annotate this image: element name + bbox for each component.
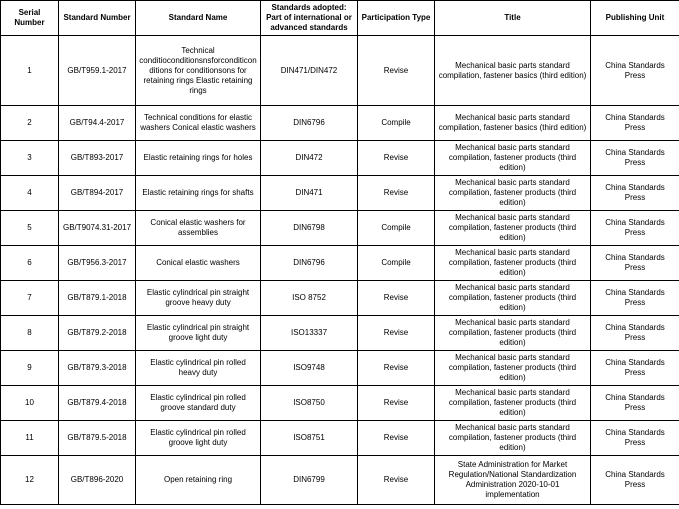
cell-serial-number: 7: [1, 281, 59, 316]
cell-standards-adopted: DIN471/DIN472: [261, 36, 358, 106]
cell-participation-type: Revise: [358, 141, 435, 176]
cell-standard-name: Technical conditions for elastic washers Conical elastic washers: [136, 106, 261, 141]
table-row: [1, 176, 679, 211]
cell-standards-adopted: ISO8750: [261, 386, 358, 421]
cell-serial-number: 2: [1, 106, 59, 141]
cell-standard-number: GB/T879.3-2018: [59, 351, 136, 386]
cell-title: Mechanical basic parts standard compilation, fastener products (third edition): [435, 211, 591, 246]
cell-participation-type: Revise: [358, 316, 435, 351]
cell-title: Mechanical basic parts standard compilation, fastener products (third edition): [435, 316, 591, 351]
cell-standard-number: GB/T879.5-2018: [59, 421, 136, 456]
cell-standard-number: GB/T879.2-2018: [59, 316, 136, 351]
column-header-participation-type: Participation Type: [358, 1, 435, 36]
cell-standard-number: GB/T893-2017: [59, 141, 136, 176]
cell-standards-adopted: DIN472: [261, 141, 358, 176]
cell-serial-number: 10: [1, 386, 59, 421]
cell-title: Mechanical basic parts standard compilation, fastener products (third edition): [435, 351, 591, 386]
column-header-standard-number: Standard Number: [59, 1, 136, 36]
cell-standard-number: GB/T894-2017: [59, 176, 136, 211]
cell-title: Mechanical basic parts standard compilation, fastener basics (third edition): [435, 36, 591, 106]
cell-serial-number: 6: [1, 246, 59, 281]
cell-standard-number: GB/T959.1-2017: [59, 36, 136, 106]
cell-standards-adopted: DIN6798: [261, 211, 358, 246]
table-header-row: [1, 1, 679, 36]
table-row: [1, 316, 679, 351]
cell-participation-type: Revise: [358, 456, 435, 505]
cell-standards-adopted: ISO8751: [261, 421, 358, 456]
table-row: [1, 351, 679, 386]
table-row: [1, 211, 679, 246]
table-row: [1, 421, 679, 456]
cell-serial-number: 5: [1, 211, 59, 246]
cell-title: Mechanical basic parts standard compilation, fastener products (third edition): [435, 176, 591, 211]
cell-standard-name: Elastic cylindrical pin straight groove heavy duty: [136, 281, 261, 316]
cell-serial-number: 1: [1, 36, 59, 106]
cell-title: State Administration for Market Regulation/National Standardization Administration 2020-10-01 implementation: [435, 456, 591, 505]
table-row: [1, 386, 679, 421]
cell-participation-type: Revise: [358, 36, 435, 106]
table-row: [1, 106, 679, 141]
cell-serial-number: 12: [1, 456, 59, 505]
cell-standards-adopted: ISO 8752: [261, 281, 358, 316]
table-row: [1, 246, 679, 281]
cell-participation-type: Revise: [358, 281, 435, 316]
cell-standard-name: Elastic retaining rings for shafts: [136, 176, 261, 211]
table-row: [1, 141, 679, 176]
cell-serial-number: 9: [1, 351, 59, 386]
cell-standard-number: GB/T956.3-2017: [59, 246, 136, 281]
cell-publishing-unit: China Standards Press: [591, 281, 679, 316]
cell-title: Mechanical basic parts standard compilation, fastener products (third edition): [435, 141, 591, 176]
cell-participation-type: Compile: [358, 246, 435, 281]
cell-publishing-unit: China Standards Press: [591, 316, 679, 351]
cell-standard-name: Elastic cylindrical pin straight groove light duty: [136, 316, 261, 351]
column-header-serial-number: Serial Number: [1, 1, 59, 36]
cell-title: Mechanical basic parts standard compilation, fastener products (third edition): [435, 421, 591, 456]
cell-standard-number: GB/T879.4-2018: [59, 386, 136, 421]
cell-standards-adopted: DIN6799: [261, 456, 358, 505]
cell-publishing-unit: China Standards Press: [591, 176, 679, 211]
cell-participation-type: Compile: [358, 211, 435, 246]
cell-standards-adopted: DIN6796: [261, 246, 358, 281]
cell-standard-name: Elastic retaining rings for holes: [136, 141, 261, 176]
cell-standard-name: Elastic cylindrical pin rolled heavy duty: [136, 351, 261, 386]
column-header-standards-adopted: Standards adopted: Part of international or advanced standards: [261, 1, 358, 36]
cell-title: Mechanical basic parts standard compilation, fastener products (third edition): [435, 386, 591, 421]
table-row: [1, 36, 679, 106]
cell-serial-number: 3: [1, 141, 59, 176]
cell-participation-type: Compile: [358, 106, 435, 141]
cell-publishing-unit: China Standards Press: [591, 421, 679, 456]
cell-publishing-unit: China Standards Press: [591, 351, 679, 386]
cell-publishing-unit: China Standards Press: [591, 36, 679, 106]
table-row: [1, 456, 679, 505]
column-header-publishing-unit: Publishing Unit: [591, 1, 679, 36]
cell-publishing-unit: China Standards Press: [591, 246, 679, 281]
cell-standards-adopted: DIN471: [261, 176, 358, 211]
cell-standard-number: GB/T879.1-2018: [59, 281, 136, 316]
cell-standard-number: GB/T9074.31-2017: [59, 211, 136, 246]
cell-publishing-unit: China Standards Press: [591, 106, 679, 141]
cell-standards-adopted: ISO9748: [261, 351, 358, 386]
cell-serial-number: 11: [1, 421, 59, 456]
cell-participation-type: Revise: [358, 386, 435, 421]
column-header-title: Title: [435, 1, 591, 36]
cell-title: Mechanical basic parts standard compilation, fastener basics (third edition): [435, 106, 591, 141]
cell-standard-name: Elastic cylindrical pin rolled groove light duty: [136, 421, 261, 456]
table-row: [1, 281, 679, 316]
cell-standard-name: Elastic cylindrical pin rolled groove standard duty: [136, 386, 261, 421]
cell-participation-type: Revise: [358, 176, 435, 211]
cell-serial-number: 8: [1, 316, 59, 351]
cell-title: Mechanical basic parts standard compilation, fastener products (third edition): [435, 246, 591, 281]
cell-publishing-unit: China Standards Press: [591, 211, 679, 246]
cell-standard-name: Technical conditioconditionsnsforconditiconditions for conditionsons for retaining rings Elastic retaining rings: [136, 36, 261, 106]
cell-standard-name: Conical elastic washers: [136, 246, 261, 281]
cell-publishing-unit: China Standards Press: [591, 141, 679, 176]
cell-title: Mechanical basic parts standard compilation, fastener products (third edition): [435, 281, 591, 316]
cell-standard-name: Conical elastic washers for assemblies: [136, 211, 261, 246]
cell-publishing-unit: China Standards Press: [591, 456, 679, 505]
cell-serial-number: 4: [1, 176, 59, 211]
cell-standards-adopted: DIN6796: [261, 106, 358, 141]
column-header-standard-name: Standard Name: [136, 1, 261, 36]
cell-participation-type: Revise: [358, 421, 435, 456]
cell-standard-number: GB/T94.4-2017: [59, 106, 136, 141]
cell-standard-number: GB/T896-2020: [59, 456, 136, 505]
cell-publishing-unit: China Standards Press: [591, 386, 679, 421]
cell-participation-type: Revise: [358, 351, 435, 386]
cell-standards-adopted: ISO13337: [261, 316, 358, 351]
cell-standard-name: Open retaining ring: [136, 456, 261, 505]
